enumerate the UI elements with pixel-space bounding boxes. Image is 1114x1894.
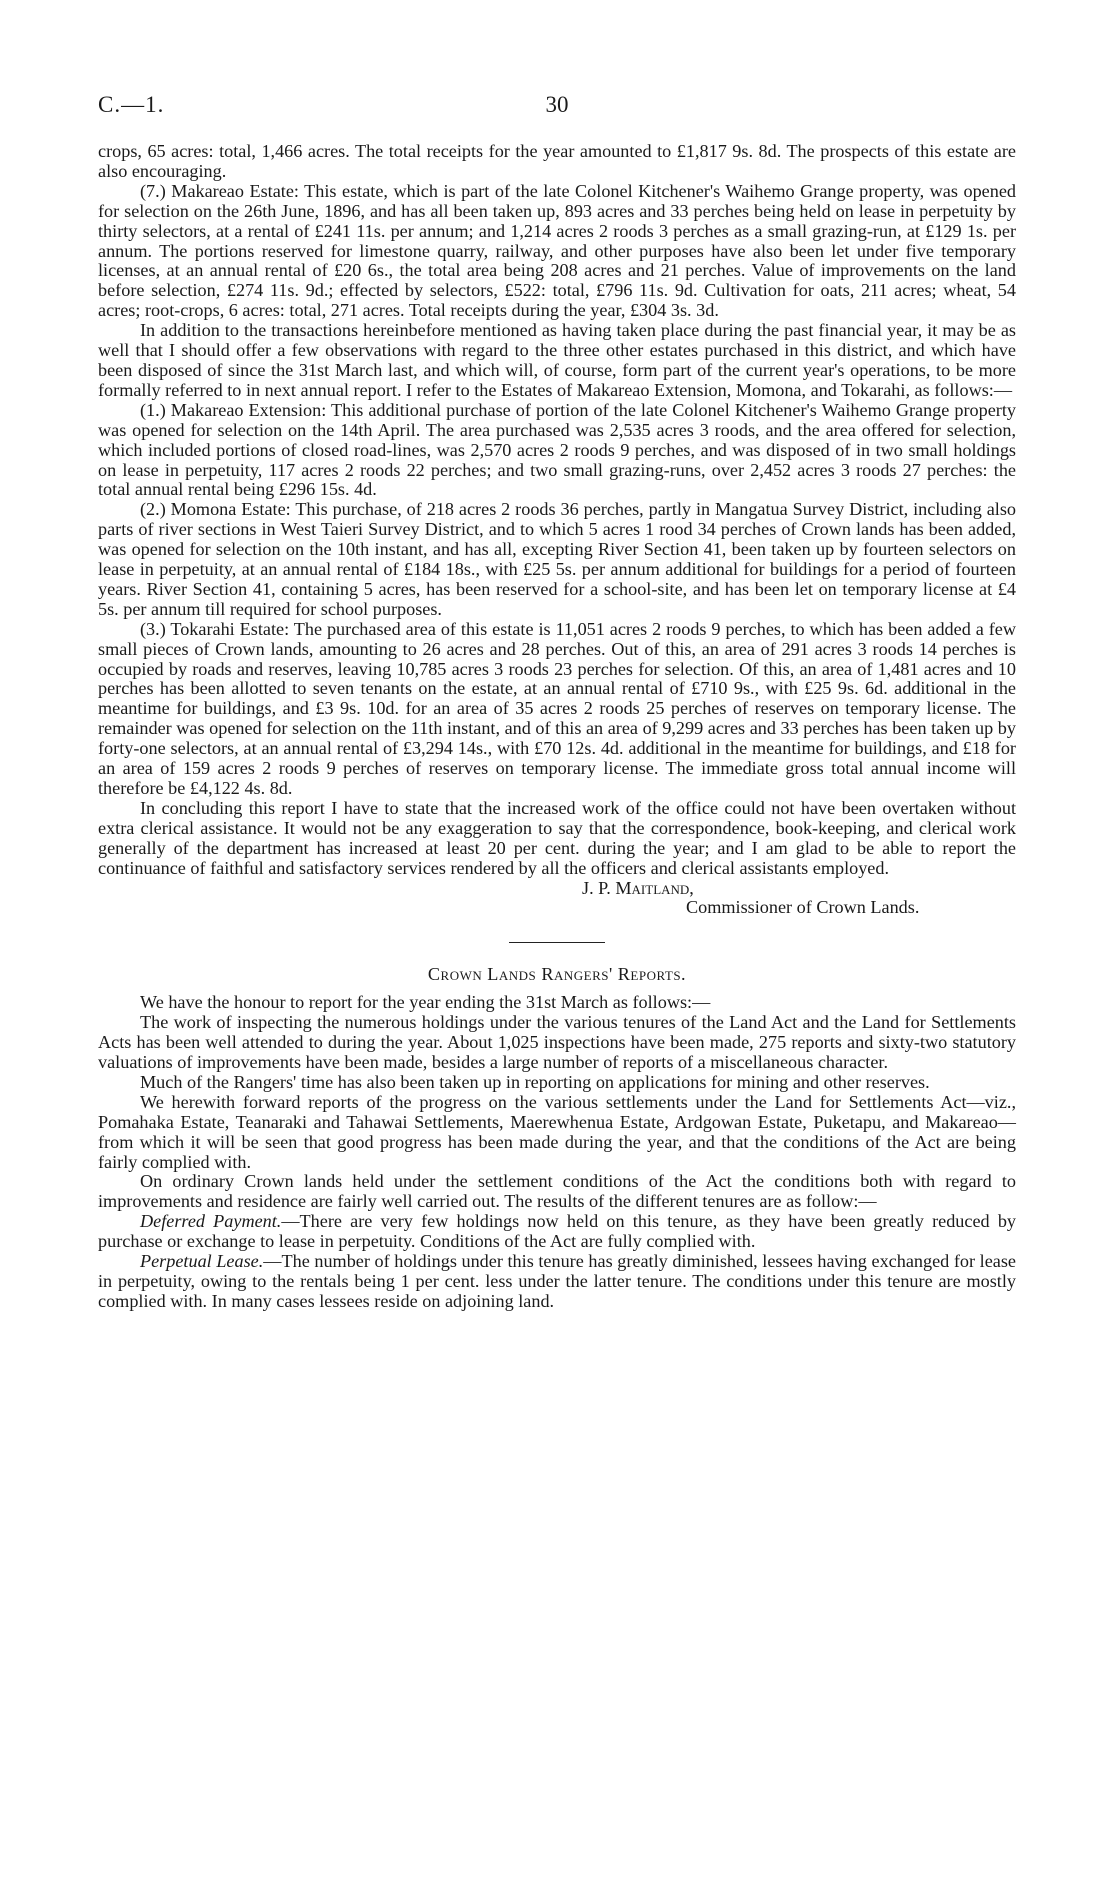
paragraph-rangers-time: Much of the Rangers' time has also been taken up in reporting on applications for mining and other reserves.	[140, 1071, 930, 1092]
paragraph-crops-continued: crops, 65 acres: total, 1,466 acres. The total receipts for the year amounted to £1,817 9s. 8d. The prospects of this estate are also encouraging.	[98, 141, 1016, 181]
signatory-title: Commissioner of Crown Lands.	[686, 897, 920, 918]
paragraph-tokarahi-estate: (3.) Tokarahi Estate: The purchased area of this estate is 11,051 acres 2 roods 9 perches, to which has been added a few small pieces of Crown lands, amounting to 26 acres and 28 perches. Out of this, an area of 291 acres 3 roods 14 perches is occupied by roads and reserves, leaving 10,785 acres 3 roods 23 perches for selection. Of this, an area of 1,481 acres and 10 perches has been allotted to seven tenants on the estate, at an annual rental of £710 9s., with £25 9s. 6d. additional in the meantime for buildings, and £3 9s. 10d. for an area of 35 acres 2 roods 25 perches of reserves on temporary license. The remainder was opened for selection on the 11th instant, and of this an area of 9,299 acres and 33 perches has been taken up by forty-one selectors, at an annual rental of £3,294 14s., with £70 12s. 4d. additional in the meantime for buildings, and £18 for an area of 159 acres 2 roods 9 perches of reserves on temporary license. The immediate gross total annual income will therefore be £4,122 4s. 8d.	[98, 618, 1016, 798]
section-divider	[509, 942, 605, 943]
paragraph-makareao-extension: (1.) Makareao Extension: This additional purchase of portion of the late Colonel Kitchener's Waihemo Grange property was opened for selection on the 14th April. The area purchased was 2,535 acres 3 roods, and the area offered for selection, which included portions of closed road-lines, was 2,570 acres 2 roods 9 perches, and was disposed of in two small holdings on lease in perpetuity, 117 acres 2 roods 22 perches; and two small grazing-runs, over 2,452 acres 3 roods 27 perches: the total annual rental being £296 15s. 4d.	[98, 399, 1016, 500]
body-text	[98, 142, 1016, 1312]
paragraph-inspections: The work of inspecting the numerous holdings under the various tenures of the Land Act and the Land for Settlements Acts has been well attended to during the year. About 1,025 inspections have been made, 275 reports and sixty-two statutory valuations of improvements have been made, besides a large number of reports of a miscellaneous character.	[98, 1012, 1016, 1072]
tenure-text-perpetual-lease: —The number of holdings under this tenure has greatly diminished, lessees having exchanged for lease in perpetuity, owing to the rentals being 1 per cent. less under the latter tenure. The conditions under this tenure are mostly complied with. In many cases lessees reside on adjoining land.	[98, 1251, 1016, 1311]
paragraph-additional-estates: In addition to the transactions hereinbefore mentioned as having taken place during the past financial year, it may be as well that I should offer a few observations with regard to the three other estates purchased in this district, and which have been disposed of since the 31st March last, and which will, of course, form part of the current year's operations, to be more formally referred to in next annual report. I refer to the Estates of Makareao Extension, Momona, and Tokarahi, as follows:—	[98, 320, 1016, 400]
document-code: C.—1.	[98, 92, 165, 117]
tenure-term-deferred-payment: Deferred Payment.	[140, 1211, 282, 1232]
section-heading: Crown Lands Rangers' Reports.	[427, 964, 687, 985]
tenure-text-deferred-payment: —There are very few holdings now held on this tenure, as they have been greatly reduced by purchase or exchange to lease in perpetuity. Conditions of the Act are fully complied with.	[98, 1211, 1017, 1252]
paragraph-makareao-estate: (7.) Makareao Estate: This estate, which is part of the late Colonel Kitchener's Waihemo Grange property, was opened for selection on the 26th June, 1896, and has all been taken up, 893 acres and 33 perches being held on lease in perpetuity by thirty selectors, at a rental of £241 11s. per annum; and 1,214 acres 2 roods 3 perches as a small grazing-run, at £129 1s. per annum. The portions reserved for limestone quarry, railway, and other purposes have also been let under five temporary licenses, at an annual rental of £20 6s., the total area being 208 acres and 21 perches. Value of improvements on the land before selection, £274 11s. 9d.; effected by selectors, £522: total, £796 11s. 9d. Cultivation for oats, 211 acres; wheat, 54 acres; root-crops, 6 acres: total, 271 acres. Total receipts during the year, £304 3s. 3d.	[98, 180, 1016, 321]
page-header	[98, 92, 1016, 122]
paragraph-settlements-progress: We herewith forward reports of the progress on the various settlements under the Land for Settlements Act—viz., Pomahaka Estate, Teanaraki and Tahawai Settlements, Maerewhenua Estate, Ardgowan Estate, Puketapu, and Makareao—from which it will be seen that good progress has been made during the year, and that the conditions of the Act are being fairly complied with.	[98, 1091, 1016, 1172]
page-number: 30	[545, 92, 569, 117]
tenure-term-perpetual-lease: Perpetual Lease.	[140, 1251, 264, 1272]
signature-block	[98, 879, 1016, 919]
paragraph-rangers-intro: We have the honour to report for the year ending the 31st March as follows:—	[140, 992, 711, 1013]
paragraph-perpetual-lease	[98, 1252, 1016, 1312]
paragraph-deferred-payment	[98, 1212, 1016, 1252]
paragraph-concluding: In concluding this report I have to state that the increased work of the office could not have been overtaken without extra clerical assistance. It would not be any exaggeration to say that the correspondence, book-keeping, and clerical work generally of the department has increased at least 20 per cent. during the year; and I am glad to be able to report the continuance of faithful and satisfactory services rendered by all the officers and clerical assistants employed.	[98, 797, 1016, 878]
signatory-name: J. P. Maitland,	[582, 877, 694, 898]
paragraph-momona-estate: (2.) Momona Estate: This purchase, of 218 acres 2 roods 36 perches, partly in Mangatua Survey District, including also parts of river sections in West Taieri Survey District, and to which 5 acres 1 rood 34 perches of Crown lands has been added, was opened for selection on the 10th instant, and has all, excepting River Section 41, been taken up by fourteen selectors on lease in perpetuity, at an annual rental of £184 18s., with £25 5s. per annum additional for buildings for a period of fourteen years. River Section 41, containing 5 acres, has been reserved for a school-site, and has been let on temporary license at £4 5s. per annum till required for school purposes.	[98, 499, 1016, 619]
paragraph-crown-lands-conditions: On ordinary Crown lands held under the settlement conditions of the Act the conditions both with regard to improvements and residence are fairly well carried out. The results of the different tenures are as follow:—	[98, 1171, 1016, 1212]
